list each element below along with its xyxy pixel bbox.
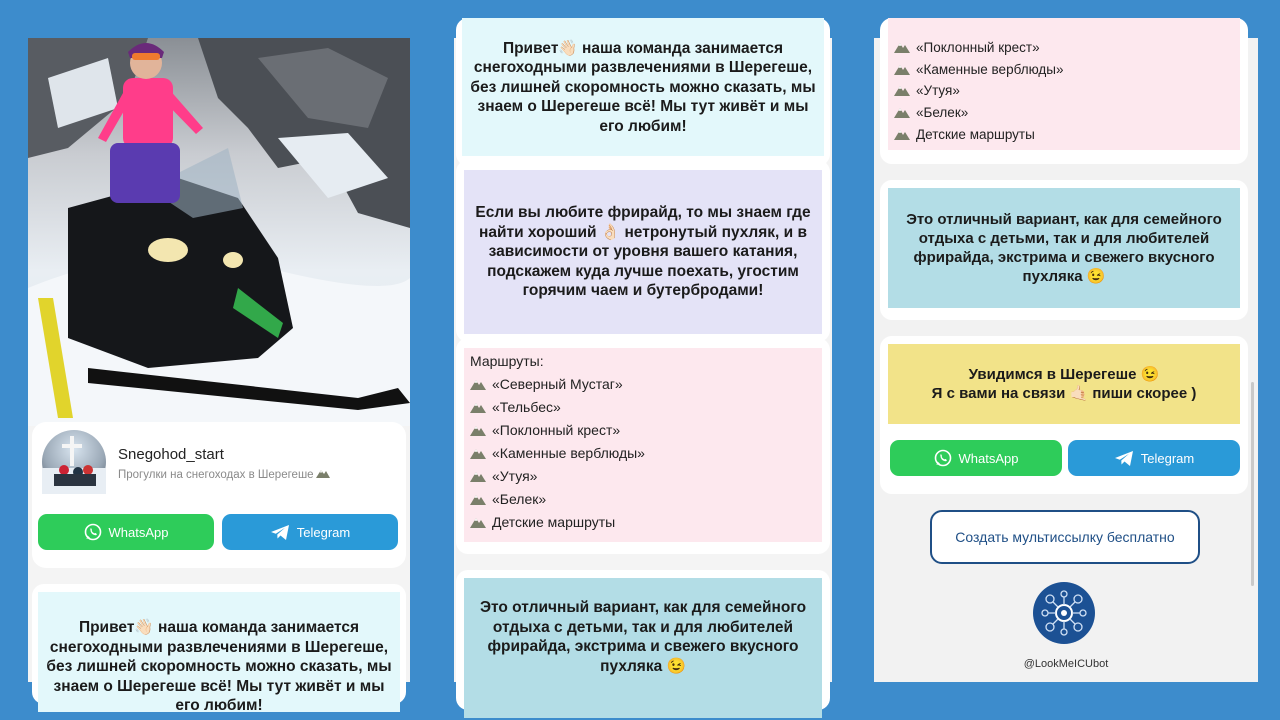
route-item <box>894 124 1064 146</box>
telegram-button[interactable] <box>1068 440 1240 476</box>
mountain-icon <box>470 378 486 390</box>
mountain-icon <box>470 401 486 413</box>
routes-card <box>880 18 1248 164</box>
mountain-icon <box>894 63 910 75</box>
whatsapp-button[interactable] <box>890 440 1062 476</box>
route-item <box>894 80 1064 102</box>
whatsapp-label: WhatsApp <box>958 450 1019 466</box>
mountain-icon <box>470 424 486 436</box>
scrollbar[interactable] <box>1251 382 1254 586</box>
route-item <box>470 396 645 419</box>
create-multilink-button[interactable]: Создать мультиссылку бесплатно <box>930 510 1200 564</box>
intro-card <box>456 18 830 166</box>
mountain-icon <box>470 516 486 528</box>
mountain-icon <box>894 84 910 96</box>
route-item <box>470 442 645 465</box>
mountain-icon <box>894 41 910 53</box>
route-label: Детские маршруты <box>492 514 616 530</box>
see-you-line-2: Я с вами на связи 🤙🏻 пиши скорее ) <box>931 385 1197 402</box>
see-you-line-1: Увидимся в Шерегеше 😉 <box>968 366 1160 383</box>
route-item <box>470 373 645 396</box>
freeride-text-block: Если вы любите фрирайд, то мы знаем где найти хороший 👌🏻 нетронутый пухляк, и в зависимости от уровня вашего катания, подскажем куда лучше поехать, угостим горячим чаем и бутербродами! <box>464 170 822 334</box>
see-you-block <box>888 344 1240 424</box>
route-label: «Каменные верблюды» <box>492 445 645 461</box>
route-label: «Утуя» <box>492 468 538 484</box>
route-label: «Северный Мустаг» <box>492 376 623 392</box>
telegram-icon <box>1114 450 1134 467</box>
family-card <box>456 570 830 710</box>
profile-card <box>32 422 406 568</box>
intro-text-block: Привет👋🏻 наша команда занимается снегоходными развлечениями в Шерегеше, без лишней скоромность можно сказать, мы знаем о Шерегеше всё! Мы тут живёт и мы его любим! <box>38 592 400 712</box>
route-item <box>470 419 645 442</box>
intro-text-block: Привет👋🏻 наша команда занимается снегоходными развлечениями в Шерегеше, без лишней скоромность можно сказать, мы знаем о Шерегеше всё! Мы тут живёт и мы его любим! <box>462 18 824 156</box>
mountain-icon <box>470 447 486 459</box>
telegram-label: Telegram <box>296 524 351 540</box>
profile-name: Snegohod_start <box>118 446 224 463</box>
mountain-icon <box>894 128 910 140</box>
phone-screen-content <box>454 38 832 682</box>
route-label: «Белек» <box>492 491 547 507</box>
whatsapp-label: WhatsApp <box>108 524 169 540</box>
mountain-icon <box>470 470 486 482</box>
routes-list <box>470 350 645 534</box>
route-label: «Тельбес» <box>492 399 561 415</box>
route-label: «Каменные верблюды» <box>916 61 1064 77</box>
whatsapp-icon <box>84 523 102 541</box>
telegram-icon <box>270 524 290 541</box>
route-item <box>894 102 1064 124</box>
route-item <box>894 59 1064 81</box>
mountain-icon <box>470 493 486 505</box>
intro-card <box>32 584 406 714</box>
phone-screen-footer <box>874 38 1258 682</box>
family-card <box>880 180 1248 320</box>
routes-title: Маршруты: <box>470 353 544 369</box>
route-label: «Поклонный крест» <box>492 422 621 438</box>
family-text-block: Это отличный вариант, как для семейного отдыха с детьми, так и для любителей фрирайда, экстрима и свежего вкусного пухляка 😉 <box>464 578 822 718</box>
profile-subtitle-text: Прогулки на снегоходах в Шерегеше <box>118 469 314 481</box>
telegram-button[interactable] <box>222 514 398 550</box>
route-label: «Белек» <box>916 105 969 121</box>
phone-screen-profile <box>28 38 410 714</box>
avatar <box>42 430 106 494</box>
contact-card <box>880 336 1248 494</box>
whatsapp-icon <box>934 449 952 467</box>
cover-photo-snowmobile <box>28 38 410 426</box>
route-label: «Поклонный крест» <box>916 40 1040 55</box>
whatsapp-button[interactable] <box>38 514 214 550</box>
freeride-card <box>456 160 830 342</box>
family-text-block: Это отличный вариант, как для семейного отдыха с детьми, так и для любителей фрирайда, экстрима и свежего вкусного пухляка 😉 <box>888 188 1240 308</box>
route-item <box>470 465 645 488</box>
route-item <box>470 488 645 511</box>
mountain-icon <box>894 106 910 118</box>
route-item <box>470 511 645 534</box>
routes-card <box>456 338 830 554</box>
route-label: Детские маршруты <box>916 126 1035 142</box>
mountain-icon <box>316 468 330 478</box>
profile-subtitle <box>118 468 330 481</box>
bot-handle[interactable]: @LookMeICUbot <box>1023 658 1109 670</box>
telegram-label: Telegram <box>1140 450 1195 466</box>
routes-list-tail <box>894 37 1064 145</box>
bot-logo-icon[interactable] <box>1033 582 1095 644</box>
route-label: «Утуя» <box>916 83 960 99</box>
route-item <box>894 37 1064 59</box>
